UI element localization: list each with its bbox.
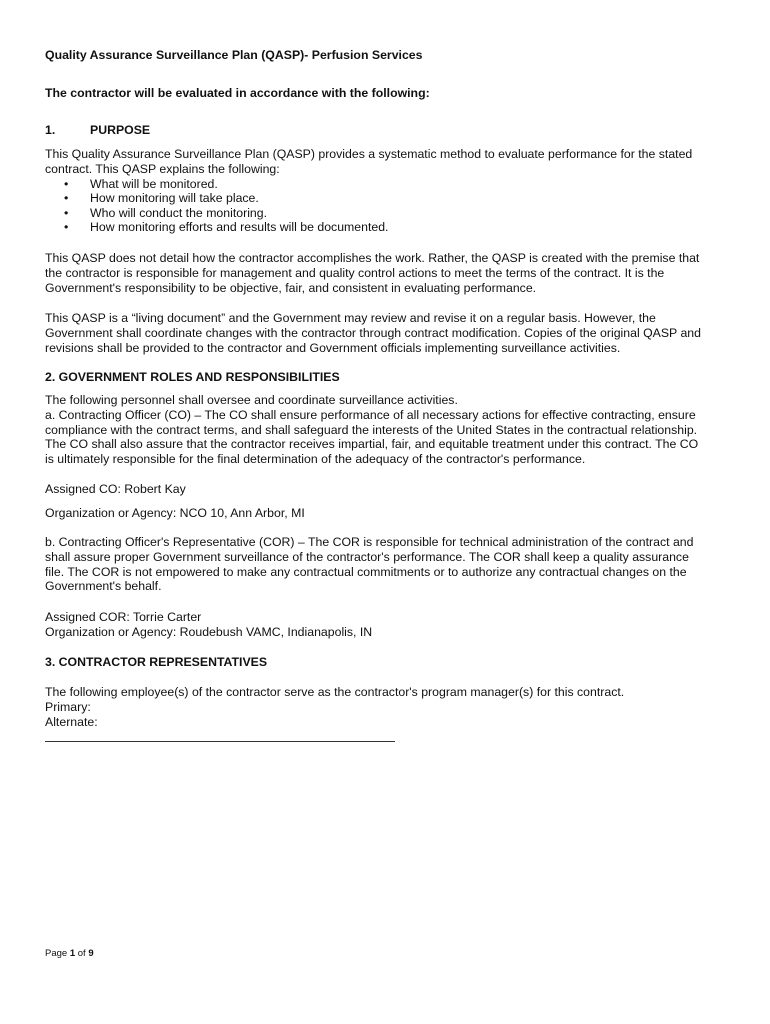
text-line: This QASP is a “living document” and the Government may review and revise it on a regular basis. However, the [45, 311, 656, 325]
document-title: Quality Assurance Surveillance Plan (QASP)- Perfusion Services [45, 48, 423, 62]
bullet-icon: • [64, 205, 69, 220]
list-item-text: How monitoring will take place. [90, 191, 259, 206]
text-line: This QASP does not detail how the contractor accomplishes the work. Rather, the QASP is created with the premise that [45, 251, 700, 265]
purpose-paragraph-2 [45, 251, 725, 295]
text-line: file. The COR is not empowered to make any contractual commitments or to authorize any contractual changes on the [45, 564, 687, 579]
text-line: revisions shall be provided to the contractor and Government officials implementing surveillance activities. [45, 340, 621, 355]
list-item-text: How monitoring efforts and results will be documented. [90, 220, 389, 235]
text-line: shall assure proper Government surveillance of the contractor's performance. The COR shall keep a quality assurance [45, 549, 689, 564]
assigned-cor: Assigned COR: Torrie Carter [45, 610, 202, 624]
text-line: This Quality Assurance Surveillance Plan (QASP) provides a systematic method to evaluate performance for the stated [45, 147, 693, 161]
page-of: of [75, 948, 89, 959]
text-line: The following employee(s) of the contractor serve as the contractor's program manager(s) for this contract. [45, 685, 625, 699]
contractor-representatives-paragraph [45, 685, 725, 729]
text-line: Government's responsibility to be objective, fair, and consistent in evaluating performance. [45, 280, 537, 295]
list-item [45, 177, 725, 192]
section-1-number: 1. [45, 123, 56, 137]
text-line: is ultimately responsible for the final determination of the adequacy of the contractor's performance. [45, 452, 586, 467]
primary-label: Primary: [45, 699, 91, 714]
co-organization: Organization or Agency: NCO 10, Ann Arbor, MI [45, 506, 305, 520]
text-line: The CO shall also assure that the contractor receives impartial, fair, and equitable treatment under this contract. The CO [45, 437, 699, 452]
list-item-text: What will be monitored. [90, 176, 218, 191]
text-line: the contractor is responsible for management and quality control actions to meet the terms of the contract. It is the [45, 265, 665, 280]
purpose-bullet-list [45, 177, 725, 235]
section-2-heading: 2. GOVERNMENT ROLES AND RESPONSIBILITIES [45, 370, 340, 384]
list-item [45, 191, 725, 206]
assigned-co: Assigned CO: Robert Kay [45, 482, 186, 496]
text-line: contract. This QASP explains the following: [45, 161, 280, 176]
section-3-heading: 3. CONTRACTOR REPRESENTATIVES [45, 655, 268, 669]
text-line: Government shall coordinate changes with the contractor through contract modification. Copies of the original QASP and [45, 325, 701, 340]
list-item [45, 220, 725, 235]
list-item-text: Who will conduct the monitoring. [90, 205, 268, 220]
signature-line [45, 741, 395, 742]
alternate-label: Alternate: [45, 714, 98, 729]
purpose-paragraph-3 [45, 311, 725, 355]
cor-organization: Organization or Agency: Roudebush VAMC, Indianapolis, IN [45, 625, 373, 639]
text-line: Government's behalf. [45, 579, 162, 594]
contracting-officer-paragraph [45, 393, 725, 467]
bullet-icon: • [64, 176, 69, 191]
list-item [45, 206, 725, 221]
section-1-heading [45, 123, 725, 138]
evaluation-intro: The contractor will be evaluated in accordance with the following: [45, 86, 430, 100]
purpose-paragraph-1 [45, 147, 725, 235]
page-footer [45, 948, 94, 959]
bullet-icon: • [64, 191, 69, 206]
page-number: 1 [69, 948, 76, 959]
cor-paragraph [45, 535, 725, 594]
text-line: compliance with the contract terms, and shall safeguard the interests of the United States in the contractual relationship. [45, 422, 698, 437]
page-prefix: Page [45, 948, 70, 959]
page-total: 9 [88, 948, 94, 959]
bullet-icon: • [64, 220, 69, 235]
text-line: b. Contracting Officer's Representative (COR) – The COR is responsible for technical administration of the contract and [45, 535, 694, 549]
text-line: a. Contracting Officer (CO) – The CO shall ensure performance of all necessary actions for effective contracting, ensure [45, 407, 696, 422]
text-line: The following personnel shall oversee and coordinate surveillance activities. [45, 393, 458, 407]
section-1-title: PURPOSE [90, 123, 151, 137]
